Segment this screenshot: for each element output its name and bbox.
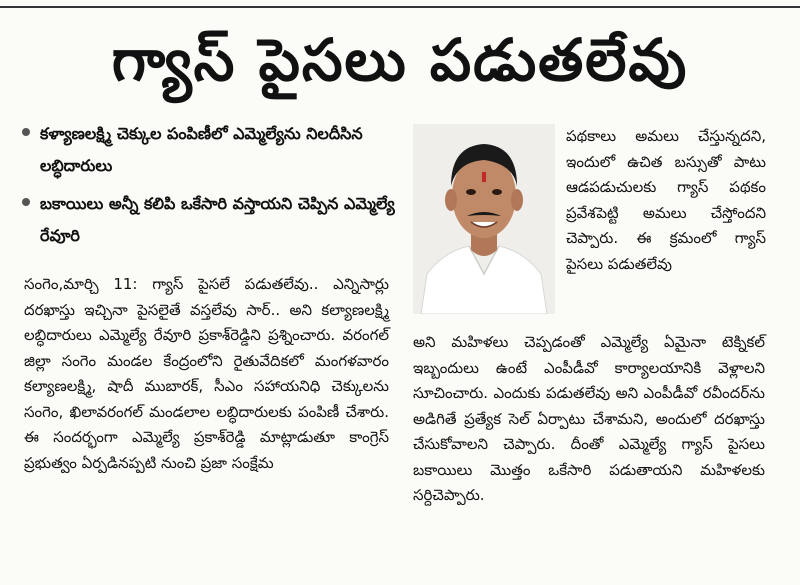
article-right-column-top: పథకాలు అమలు చేస్తున్నదని, ఇందులో ఉచిత బస్సుతో పాటు ఆడపడుచులకు గ్యాస్ పథకం ప్రవేశపెట్టి అమలు చేస్తోందని చెప్పారు. ఈ క్రమంలో గ్యాస్ పైసలు పడుతలేవు bbox=[566, 127, 766, 273]
bullet-text: బకాయిలు అన్నీ కలిపి ఒకేసారి వస్తాయని చెప్పిన ఎమ్మెల్యే రేవూరి bbox=[40, 194, 395, 245]
bullet-dot-icon bbox=[22, 198, 30, 206]
bullet-dot-icon bbox=[22, 128, 30, 136]
headline: గ్యాస్ పైసలు పడుతలేవు bbox=[111, 26, 689, 94]
bullet-item bbox=[22, 118, 402, 182]
bullet-text: కళ్యాణలక్ష్మి చెక్కుల పంపిణీలో ఎమ్మెల్యేను నిలదీసిన లబ్ధిదారులు bbox=[40, 124, 363, 175]
portrait-photo bbox=[413, 124, 555, 314]
bullet-item bbox=[22, 188, 402, 252]
portrait-illustration bbox=[413, 124, 555, 314]
subhead-bullets bbox=[22, 118, 402, 258]
article-left-column: సంగెం,మార్చి 11: గ్యాస్ పైసలే పడుతలేవు.. ఎన్నిసార్లు దరఖాస్తు ఇచ్చినా పైసలైతే వస్తలేవు సార్.. అని కల్యాణలక్ష్మి లబ్ధిదారులు ఎమ్మెల్యే రేవూరి ప్రకాశ్‌రెడ్డిని ప్రశ్నించారు. వరంగల్ జిల్లా సంగెం మండల కేంద్రంలోని రైతువేదికలో మంగళవారం కల్యాణలక్ష్మి, షాదీ ముబారక్, సీఎం సహాయనిధి చెక్కులను సంగెం, ఖిలావరంగల్ మండలాల లబ్ధిదారులకు పంపిణీ చేశారు. ఈ సందర్భంగా ఎమ్మెల్యే ప్రకాశ్‌రెడ్డి మాట్లాడుతూ కాంగ్రెస్ ప్రభుత్వం ఏర్పడినప్పటి నుంచి ప్రజా సంక్షేమ bbox=[24, 275, 389, 472]
article-right-column-bottom: అని మహిళలు చెప్పడంతో ఎమ్మెల్యే ఏమైనా టెక్నికల్ ఇబ్బందులు ఉంటే ఎంపీడీవో కార్యాలయానికి వెళ్లాలని సూచించారు. ఎందుకు పడుతలేవు అని ఎంపీడీవో రవీందర్‌ను అడిగితే ప్రత్యేక సెల్ ఏర్పాటు చేశామని, అందులో దరఖాస్తు చేసుకోవాలని చెప్పారు. దీంతో ఎమ్మెల్యే గ్యాస్ పైసలు బకాయిలు మొత్తం ఒకేసారి పడుతాయని మహిళలకు సర్దిచెప్పారు. bbox=[413, 333, 765, 504]
top-rule bbox=[0, 6, 800, 8]
